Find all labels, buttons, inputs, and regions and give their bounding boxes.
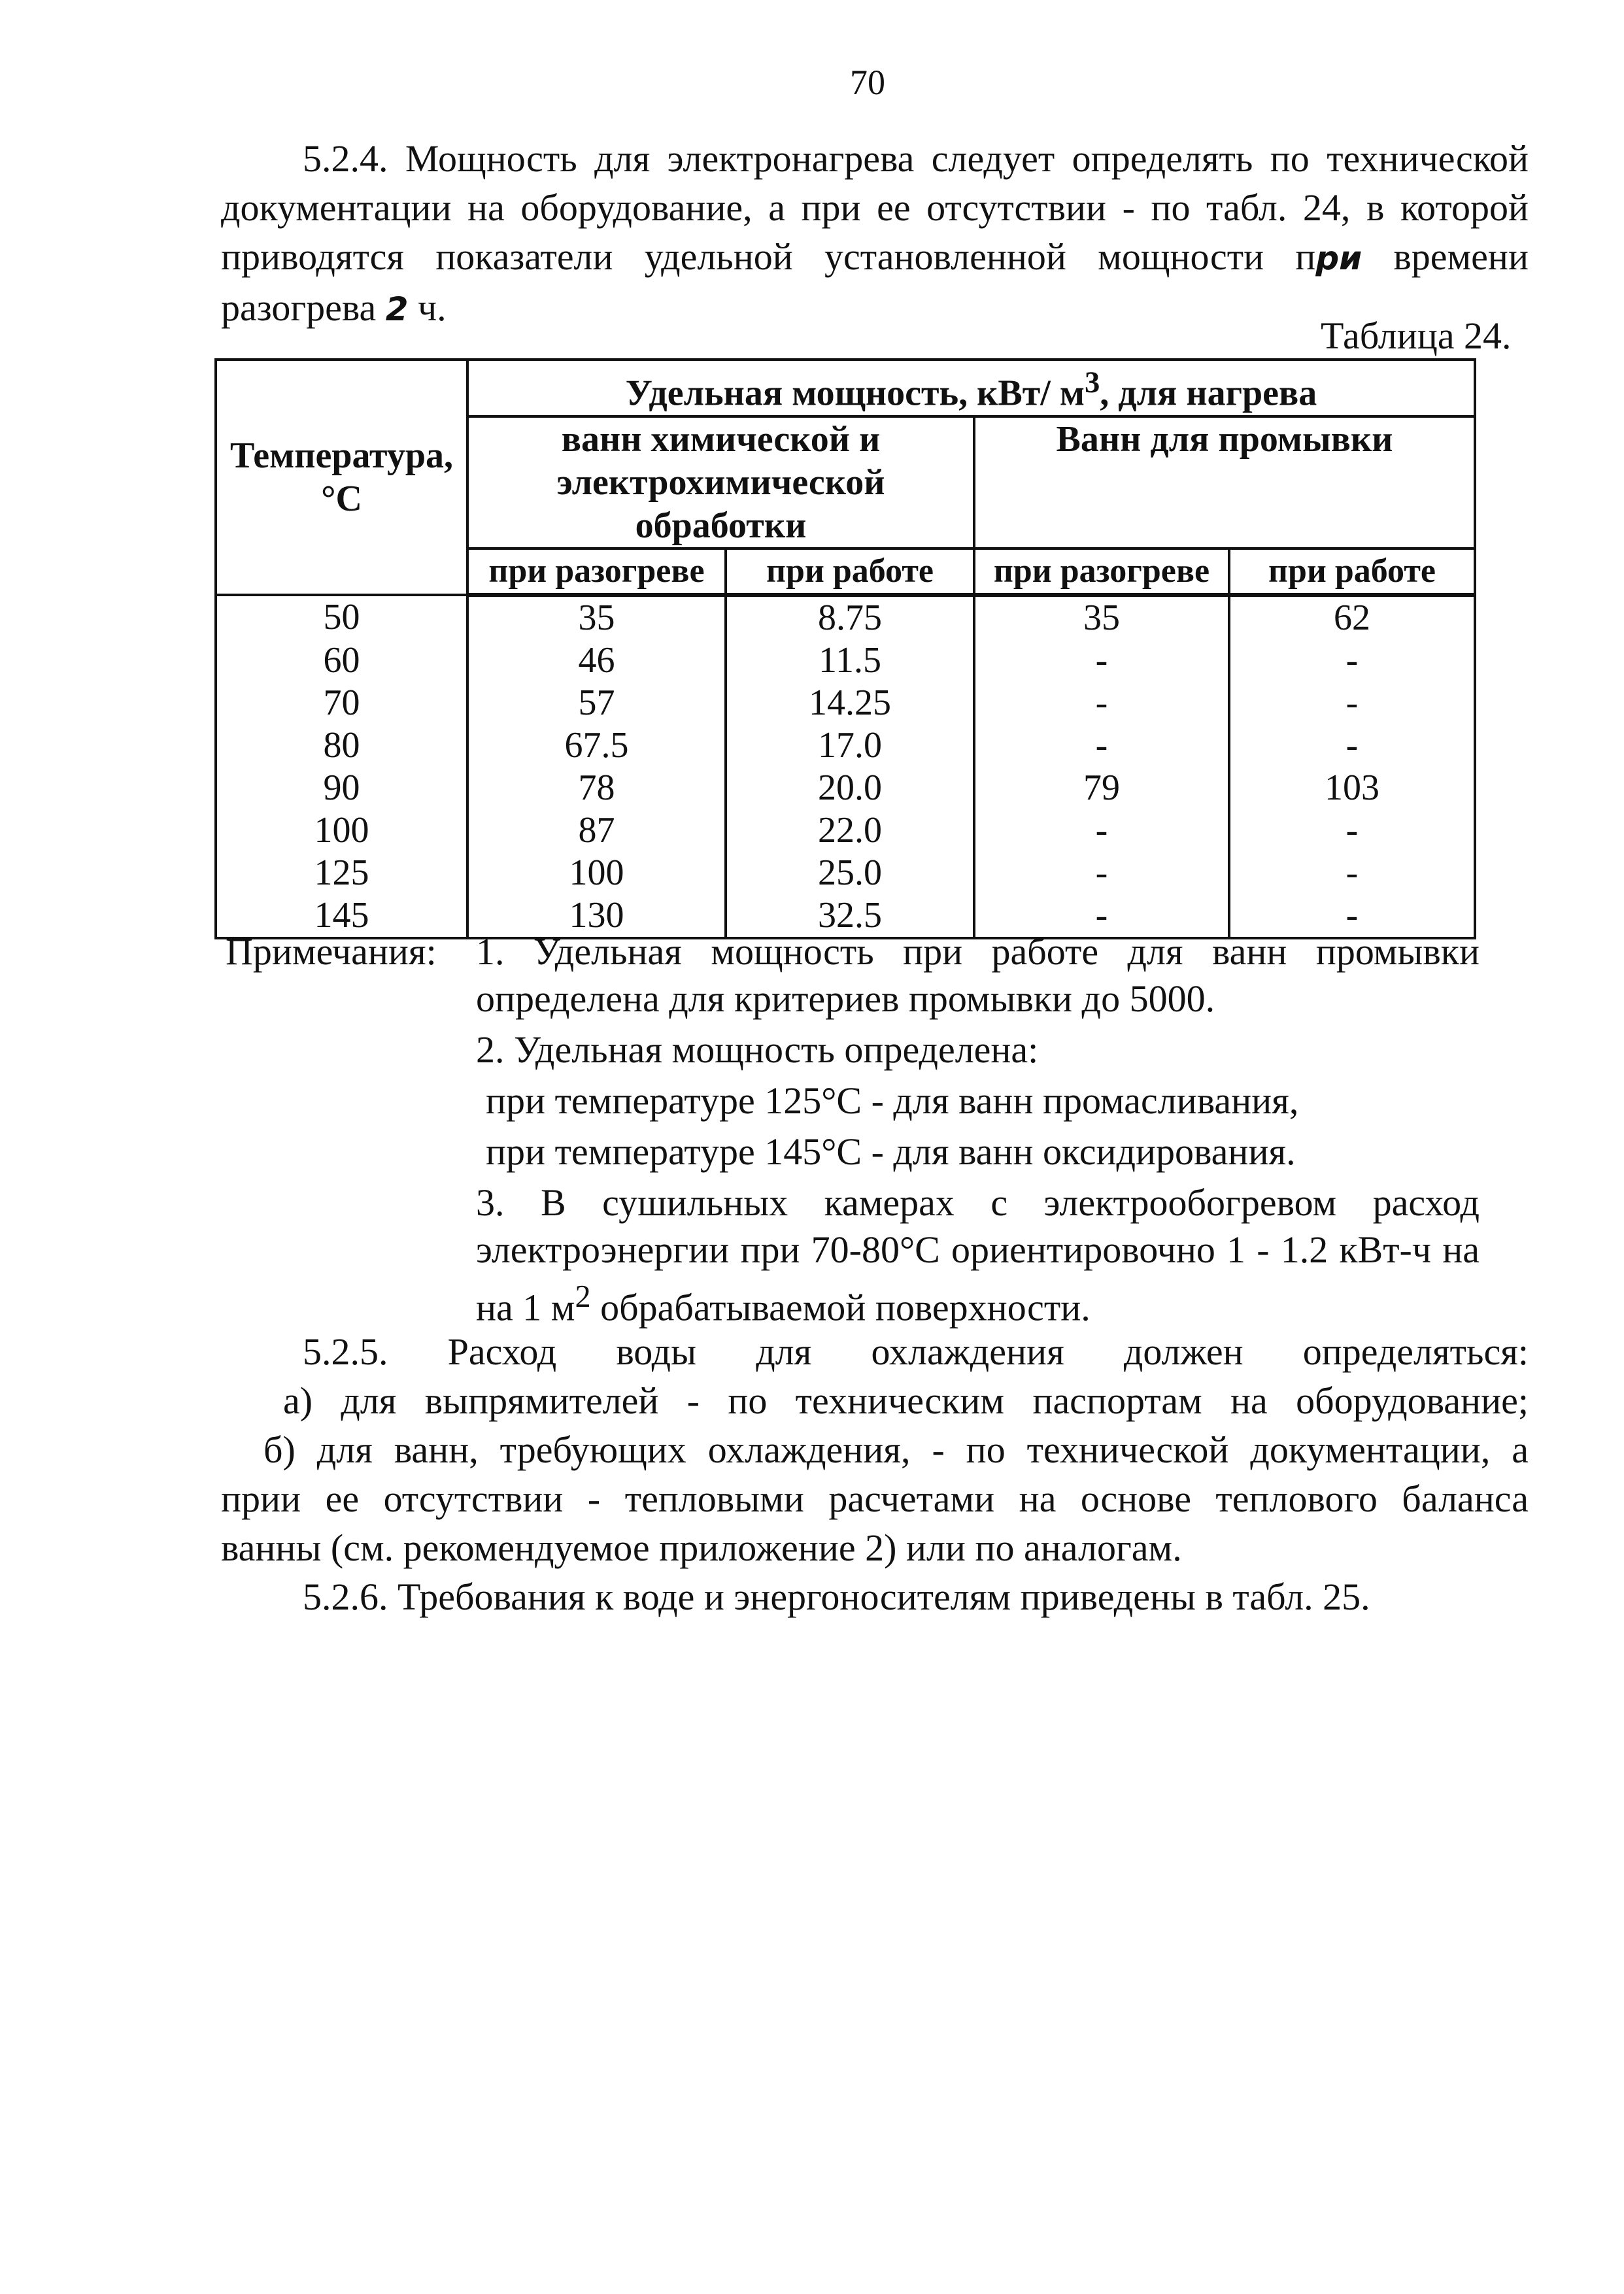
page-number: 70 [850,63,885,102]
handwritten-correction-1: ри [1315,239,1362,277]
cell-wash-working: - [1229,682,1475,724]
paragraph-5-2-5 [221,1327,1529,1572]
cell-temperature: 80 [216,724,467,767]
cell-temperature: 60 [216,639,467,682]
note-2a: при температуре 125°С - для ванн промасливания, [486,1079,1299,1122]
header-wash-heating: при разогреве [974,548,1229,595]
cell-chem-working: 25.0 [726,852,974,894]
paragraph-5-2-4-text: 5.2.4. Мощность для электронагрева следует определять по технической документации на оборудование, а при ее отсутствии - по табл. 24, в которой приводятся показатели удельной установленной мощности п [221,137,1529,278]
paragraph-5-2-5-line-4: прии ее отсутствии - тепловыми расчетами на основе теплового баланса [221,1477,1529,1520]
cell-temperature: 50 [216,595,467,639]
cell-wash-heating: 79 [974,767,1229,809]
cell-chem-working: 14.25 [726,682,974,724]
notes-list [476,928,1480,1335]
cell-chem-working: 20.0 [726,767,974,809]
cell-wash-heating: - [974,894,1229,938]
note-3: 3. В сушильных камерах с электрообогревом расход электроэнергии при 70-80°С ориентировочно 1 - 1.2 кВт-ч на на 1 $м^2$ обрабатываемой поверхности. [476,1181,1480,1329]
paragraph-5-2-4-end: ч. [408,286,447,329]
note-2: 2. Удельная мощность определена: [476,1028,1039,1071]
header-chem-heating: при разогреве [467,548,726,595]
paragraph-5-2-5-line-5: ванны (см. рекомендуемое приложение 2) или по аналогам. [221,1527,1182,1569]
handwritten-correction-2: 2 [385,290,409,328]
cell-temperature: 100 [216,809,467,852]
cell-chem-working: 17.0 [726,724,974,767]
table-row [216,639,1475,682]
cell-wash-heating: - [974,724,1229,767]
cell-wash-heating: 35 [974,595,1229,639]
cell-chem-working: 11.5 [726,639,974,682]
cell-wash-working: - [1229,724,1475,767]
cell-wash-working: - [1229,852,1475,894]
cell-wash-working: - [1229,639,1475,682]
cell-temperature: 70 [216,682,467,724]
cell-chem-heating: 130 [467,894,726,938]
table-caption: Таблица 24. [1321,314,1512,357]
note-1: 1. Удельная мощность при работе для ванн промывки определена для критериев промывки до 5000. [476,930,1480,1020]
table-row [216,682,1475,724]
table-row [216,767,1475,809]
cell-wash-working: 103 [1229,767,1475,809]
header-wash-working: при работе [1229,548,1475,595]
cell-chem-heating: 46 [467,639,726,682]
cell-wash-working: - [1229,894,1475,938]
cell-temperature: 145 [216,894,467,938]
header-specific-power: Удельная мощность, кВт/ $м^3$, для нагрева [467,360,1475,416]
cell-wash-working: 62 [1229,595,1475,639]
paragraph-5-2-6: 5.2.6. Требования к воде и энергоносителям приведены в табл. 25. [303,1576,1370,1618]
cell-chem-heating: 57 [467,682,726,724]
paragraph-5-2-5-line-3: б) для ванн, требующих охлаждения, - по технической документации, а [263,1428,1529,1471]
power-table [214,358,1476,939]
table-row [216,852,1475,894]
cell-wash-heating: - [974,809,1229,852]
cell-chem-heating: 87 [467,809,726,852]
header-chem-baths: ванн химической и электрохимической обработки [467,416,974,548]
cell-wash-working: - [1229,809,1475,852]
table-row [216,595,1475,639]
table-row [216,724,1475,767]
cell-chem-working: 32.5 [726,894,974,938]
cell-wash-heating: - [974,639,1229,682]
paragraph-5-2-4-middle: времени разогрева [221,235,1529,329]
notes-label: Примечания: [226,930,437,973]
cell-chem-working: 22.0 [726,809,974,852]
header-wash-baths: Ванн для промывки [974,416,1475,548]
paragraph-5-2-5-line-2: а) для выпрямителей - по техническим паспортам на оборудование; [283,1379,1529,1422]
paragraph-5-2-4 [221,134,1529,334]
cell-chem-working: 8.75 [726,595,974,639]
cell-chem-heating: 100 [467,852,726,894]
cell-temperature: 125 [216,852,467,894]
header-chem-working: при работе [726,548,974,595]
cell-wash-heating: - [974,852,1229,894]
cell-temperature: 90 [216,767,467,809]
table-row [216,809,1475,852]
cell-chem-heating: 78 [467,767,726,809]
note-2b: при температуре 145°С - для ванн оксидирования. [486,1130,1296,1173]
paragraph-5-2-5-line-1: 5.2.5. Расход воды для охлаждения должен определяться: [303,1330,1529,1373]
cell-chem-heating: 35 [467,595,726,639]
cell-chem-heating: 67.5 [467,724,726,767]
header-temperature: Температура, °C [216,360,467,595]
cell-wash-heating: - [974,682,1229,724]
